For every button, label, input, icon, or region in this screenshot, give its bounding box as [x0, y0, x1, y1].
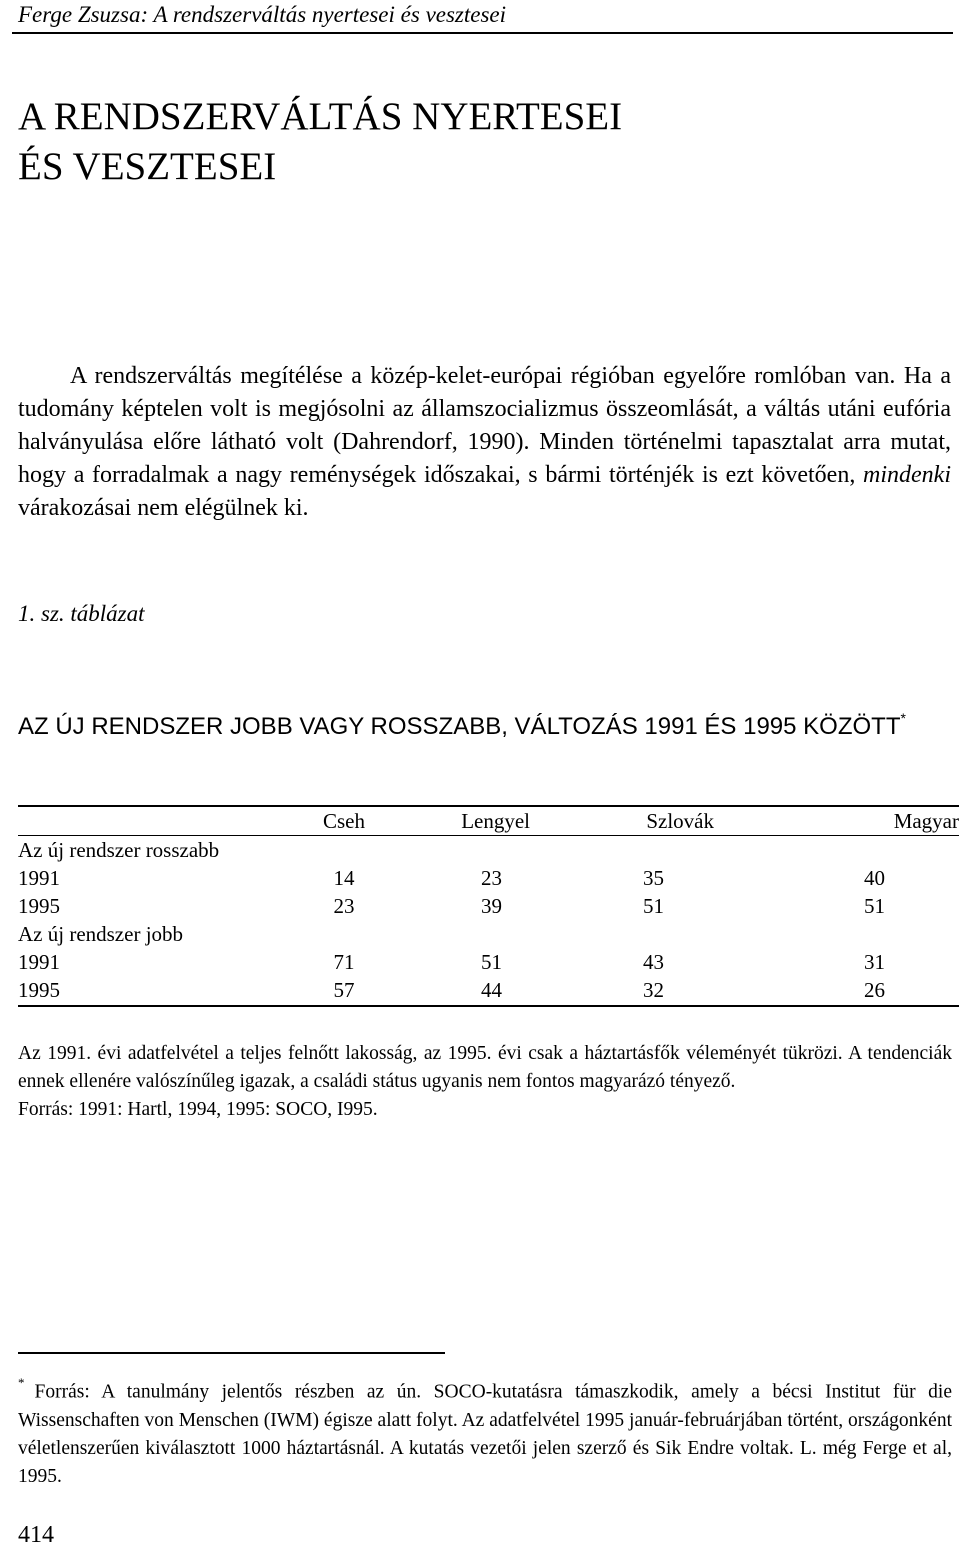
cell-lengyel: 39 [481, 893, 502, 918]
page-number: 414 [18, 1522, 54, 1548]
intro-paragraph [18, 360, 951, 525]
column-header-magyar: Magyar [714, 806, 959, 836]
header-empty-cell [18, 806, 304, 836]
table-source: Forrás: 1991: Hartl, 1994, 1995: SOCO, I995. [18, 1099, 378, 1120]
group-label: Az új rendszer rosszabb [18, 837, 220, 862]
column-header-szlovak: Szlovák [530, 806, 714, 836]
cell-cseh: 71 [333, 949, 355, 974]
cell-lengyel: 23 [481, 865, 502, 890]
cell-cseh: 23 [333, 893, 355, 918]
table-note: Az 1991. évi adatfelvétel a teljes felnőtt lakosság, az 1995. évi csak a háztartásfők véleményét tükrözi. A tendenciák ennek ellenére valószínűleg igazak, a családi státus ugyanis nem fontos magyarázó tényező. [18, 1043, 952, 1092]
cell-magyar: 26 [714, 976, 959, 1006]
table-title-footnote-marker: * [900, 710, 906, 726]
footnote [18, 1372, 952, 1491]
table-header-row [18, 806, 959, 836]
cell-lengyel: 51 [481, 949, 502, 974]
table-title [18, 703, 948, 744]
cell-magyar: 40 [864, 865, 885, 890]
group-label: Az új rendszer jobb [18, 921, 184, 946]
row-year: 1995 [18, 893, 60, 918]
table-row [18, 976, 959, 1006]
column-header-cseh: Cseh [304, 806, 384, 836]
cell-magyar: 51 [864, 893, 885, 918]
cell-szlovak: 35 [643, 865, 664, 890]
table-number: 1. sz. táblázat [18, 601, 145, 626]
cell-magyar: 31 [864, 949, 885, 974]
data-table [18, 805, 959, 1007]
column-header-lengyel: Lengyel [384, 806, 530, 836]
cell-szlovak: 51 [643, 893, 664, 918]
row-year: 1995 [18, 976, 304, 1006]
title-line-2: ÉS VESZTESEI [18, 145, 277, 188]
cell-szlovak: 32 [530, 976, 714, 1006]
table-row [18, 948, 959, 976]
intro-text-end: várakozásai nem elégülnek ki. [18, 495, 309, 521]
header-rule [12, 32, 953, 34]
footnote-text: Forrás: A tanulmány jelentős részben az ún. SOCO-kutatásra támaszkodik, amely a bécsi Institut für die Wissenschaften von Menschen (IWM) égisze alatt folyt. Az adatfelvétel 1995 január-februárjában történt, országonként véletlenszerűen kiválasztott 1000 háztartásnál. A kutatás vezetői jelen szerző és Sik Endre voltak. L. még Ferge et al, 1995. [18, 1381, 952, 1487]
footnote-marker: * [18, 1375, 25, 1390]
intro-text: A rendszerváltás megítélése a közép-kelet-európai régióban egyelőre romlóban van. Ha a tudomány képtelen volt is megjósolni az államszocializmus összeomlását, a váltás utáni eufória halványulása előre látható volt (Dahrendorf, 1990). Minden történelmi tapasztalat arra mutat, hogy a forradalmak a nagy reménységek időszakai, s bármi történjék is ezt követően, [18, 363, 951, 488]
group-row [18, 920, 959, 948]
article-title [18, 92, 622, 192]
cell-lengyel: 44 [384, 976, 530, 1006]
running-header: Ferge Zsuzsa: A rendszerváltás nyertesei és vesztesei [18, 2, 507, 27]
footnote-rule [18, 1352, 445, 1354]
cell-cseh: 14 [333, 865, 355, 890]
table-title-text: AZ ÚJ RENDSZER JOBB VAGY ROSSZABB, VÁLTOZÁS 1991 ÉS 1995 KÖZÖTT [18, 713, 901, 740]
intro-italic-word: mindenki [863, 462, 951, 488]
row-year: 1991 [18, 949, 60, 974]
cell-cseh: 57 [304, 976, 384, 1006]
table-row [18, 892, 959, 920]
table-notes [18, 1040, 952, 1124]
group-row [18, 836, 959, 865]
row-year: 1991 [18, 865, 60, 890]
table-row [18, 864, 959, 892]
title-line-1: A RENDSZERVÁLTÁS NYERTESEI [18, 95, 623, 138]
cell-szlovak: 43 [643, 949, 664, 974]
